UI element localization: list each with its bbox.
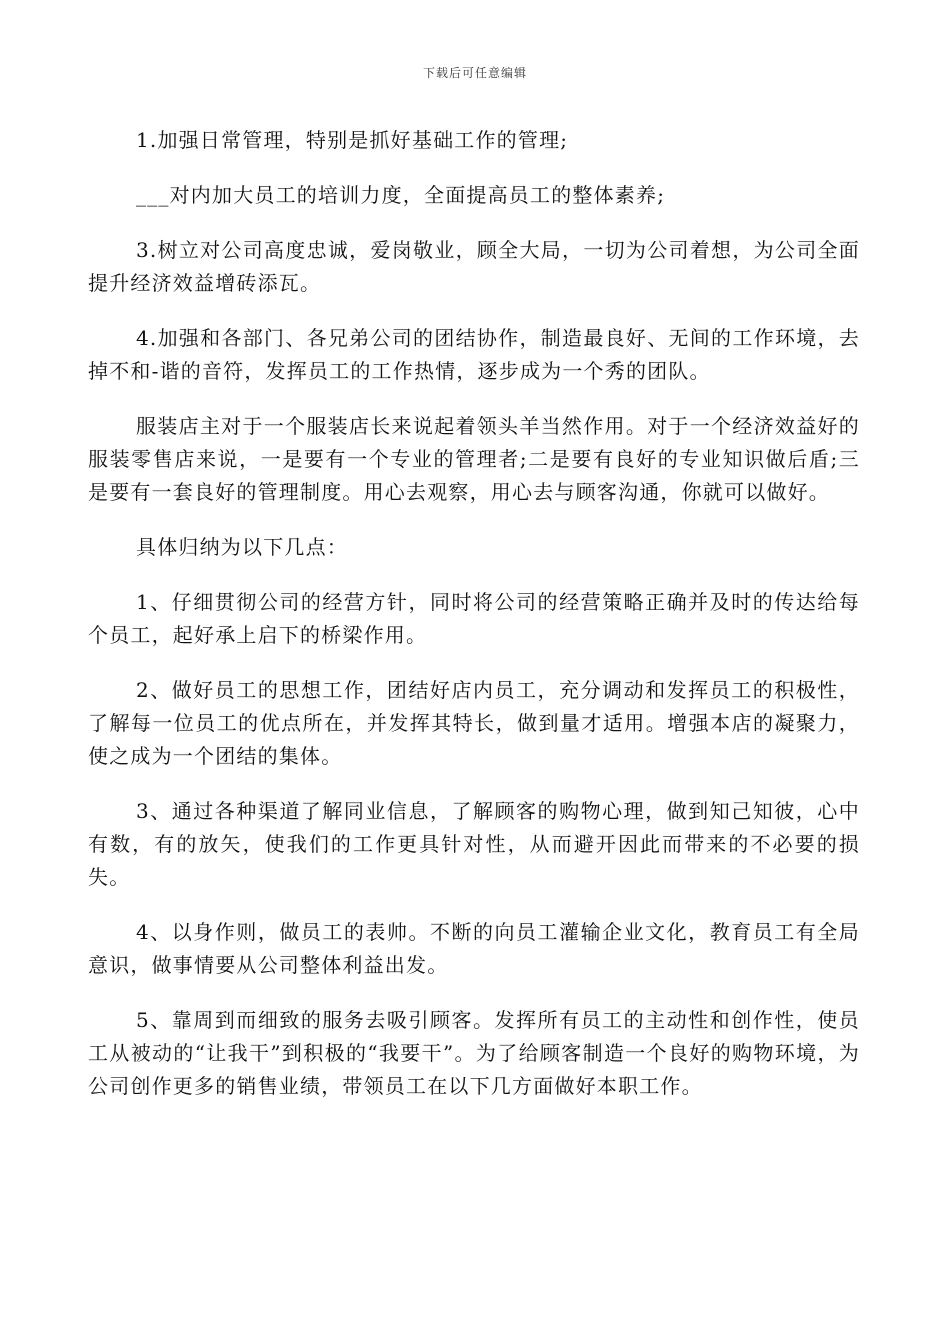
paragraph-1: 1.加强日常管理，特别是抓好基础工作的管理; (136, 128, 569, 152)
paragraph-9: 3、通过各种渠道了解同业信息，了解顾客的购物心理，做到知己知彼，心中有数，有的放矢，使我们的工作更具针对性，从而避开因此而带来的不必要的损失。 (88, 799, 860, 889)
paragraph-11: 5、靠周到而细致的服务去吸引顾客。发挥所有员工的主动性和创作性，使员工从被动的“让我干”到积极的“我要干”。为了给顾客制造一个良好的购物环境，为公司创作更多的销售业绩，带领员工在以下几方面做好本职工作。 (88, 1008, 860, 1098)
paragraph-5: 服装店主对于一个服装店长来说起着领头羊当然作用。对于一个经济效益好的服装零售店来说，一是要有一个专业的管理者;二是要有良好的专业知识做后盾;三是要有一套良好的管理制度。用心去观察，用心去与顾客沟通，你就可以做好。 (88, 414, 860, 504)
paragraph-10: 4、以身作则，做员工的表帅。不断的向员工灌输企业文化，教育员工有全局意识，做事情要从公司整体利益出发。 (88, 920, 860, 977)
paragraph-6: 具体归纳为以下几点： (136, 535, 348, 559)
document-body (88, 124, 860, 1125)
paragraph-8: 2、做好员工的思想工作，团结好店内员工，充分调动和发挥员工的积极性，了解每一位员工的优点所在，并发挥其特长，做到量才适用。增强本店的凝聚力，使之成为一个团结的集体。 (88, 678, 860, 768)
paragraph-3: 3.树立对公司高度忠诚，爱岗敬业，顾全大局，一切为公司着想，为公司全面提升经济效益增砖添瓦。 (88, 238, 860, 295)
paragraph-2: ___对内加大员工的培训力度，全面提高员工的整体素养; (136, 183, 666, 207)
header-note: 下载后可任意编辑 (422, 66, 527, 80)
paragraph-4: 4.加强和各部门、各兄弟公司的团结协作，制造最良好、无间的工作环境，去掉不和-谐的音符，发挥员工的工作热情，逐步成为一个秀的团队。 (88, 326, 860, 383)
paragraph-7: 1、仔细贯彻公司的经营方针，同时将公司的经营策略正确并及时的传达给每个员工，起好承上启下的桥梁作用。 (88, 590, 860, 647)
